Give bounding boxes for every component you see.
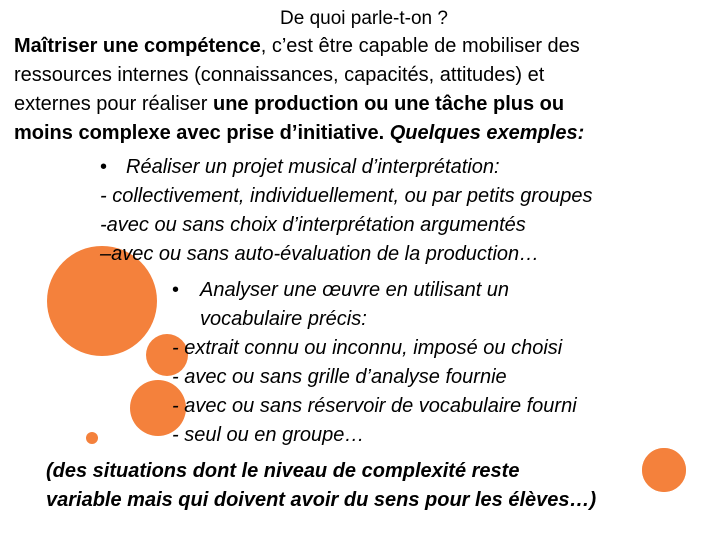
intro-line-4-bold: moins complexe avec prise d’initiative. xyxy=(14,122,390,144)
bullet2-item: - seul ou en groupe… xyxy=(172,424,365,446)
bullet1-heading xyxy=(100,153,500,182)
bullet2-item: - avec ou sans grille d’analyse fournie xyxy=(172,366,507,388)
bullet2-heading xyxy=(172,276,509,305)
intro-line-3-bold: une production ou une tâche plus ou xyxy=(212,93,565,115)
bullet1-heading-text: Réaliser un projet musical d’interprétation: xyxy=(126,156,500,178)
intro-line-3-text: externes pour réaliser xyxy=(14,93,213,115)
bullet2-marker: • xyxy=(172,279,180,301)
bullet2-item: - avec ou sans réservoir de vocabulaire fourni xyxy=(172,395,577,417)
bullet1-item: -avec ou sans choix d’interprétation argumentés xyxy=(100,214,526,236)
bullet2-heading-cont: vocabulaire précis: xyxy=(200,308,367,330)
bullet1-item: - collectivement, individuellement, ou par petits groupes xyxy=(100,185,593,207)
bullet1-item: –avec ou sans auto-évaluation de la production… xyxy=(100,243,540,265)
closing-line-2: variable mais qui doivent avoir du sens pour les élèves…) xyxy=(46,489,597,511)
intro-line-1-text: , c’est être capable de mobiliser des xyxy=(260,35,580,57)
bullet2-heading-text: Analyser une œuvre en utilisant un xyxy=(200,279,510,301)
intro-line-2: ressources internes (connaissances, capacités, attitudes) et xyxy=(14,64,545,86)
intro-line-4 xyxy=(14,119,584,148)
bullet2-item: - extrait connu ou inconnu, imposé ou choisi xyxy=(172,337,563,359)
bullet1-marker: • xyxy=(100,156,108,178)
intro-line-3 xyxy=(14,90,564,119)
decor-circle-small xyxy=(86,432,98,444)
intro-line-1 xyxy=(14,32,580,61)
closing-line-1: (des situations dont le niveau de complexité reste xyxy=(46,460,520,482)
decor-ring-bottom-right xyxy=(642,448,686,492)
intro-examples-label: Quelques exemples: xyxy=(389,122,585,144)
slide-title: De quoi parle-t-on ? xyxy=(280,8,448,29)
intro-competence-term: Maîtriser une compétence xyxy=(14,35,261,57)
